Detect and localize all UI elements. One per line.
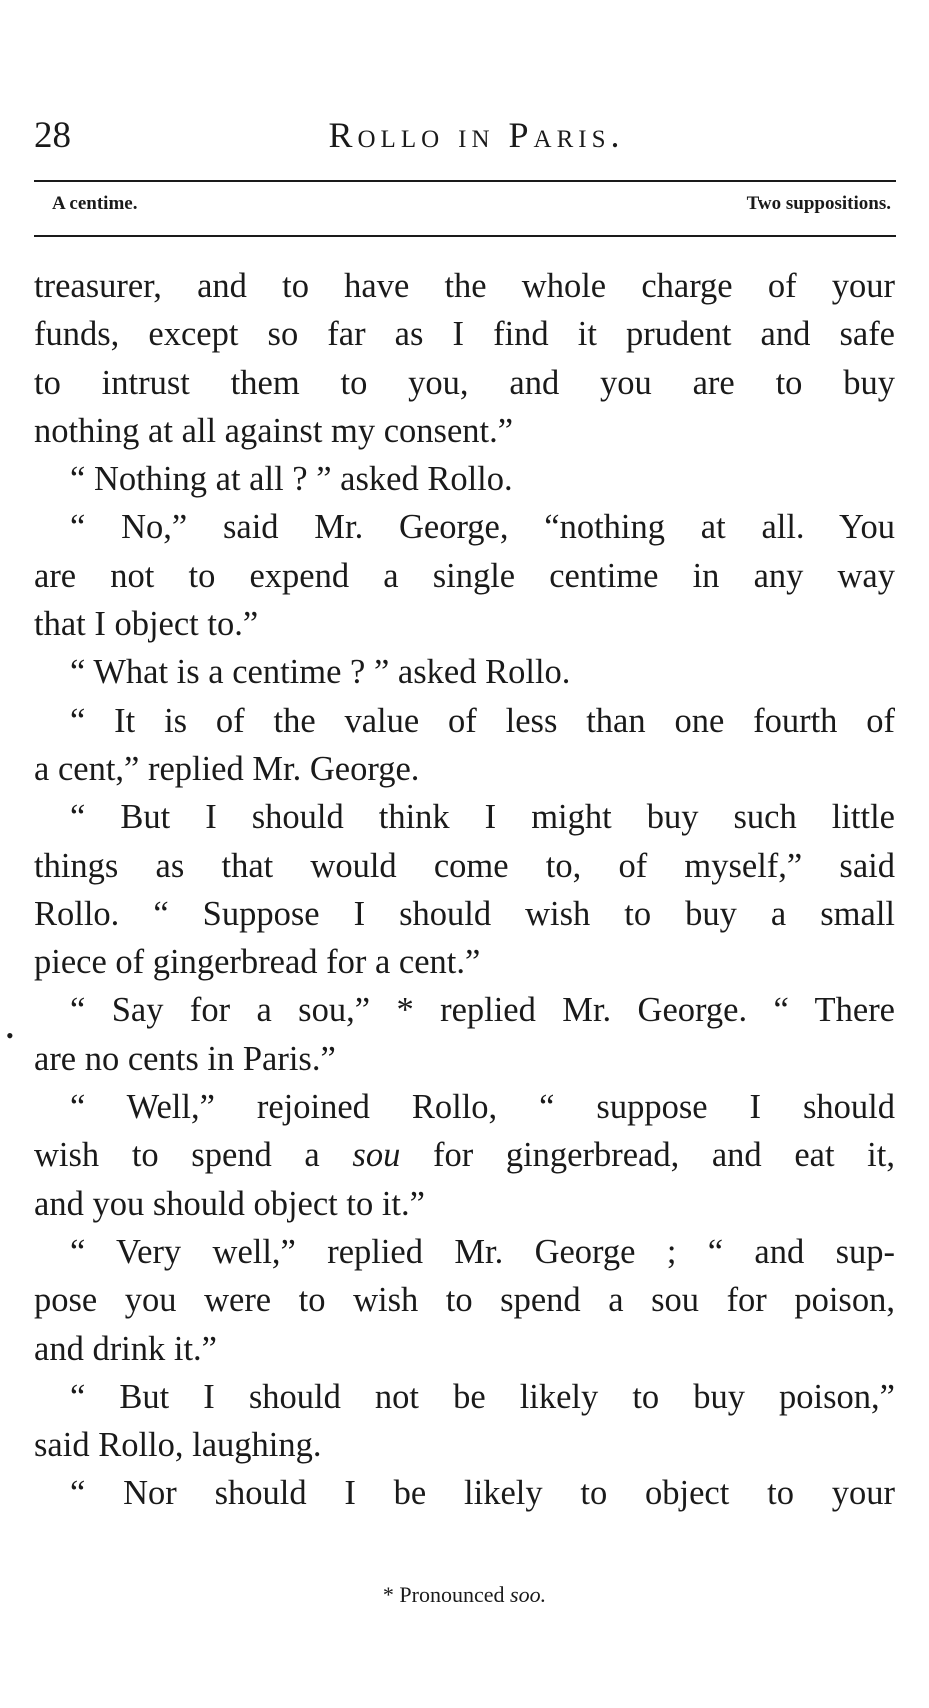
- text-line: “ But I should not be likely to buy poison,”: [70, 1377, 895, 1416]
- text-line: “ Say for a sou,” * replied Mr. George. “ There: [70, 991, 895, 1030]
- text-segment: wish to spend a: [34, 1136, 353, 1175]
- text-line: said Rollo, laughing.: [34, 1426, 322, 1465]
- margin-mark: •: [6, 1023, 14, 1048]
- header-rule-bottom: [34, 235, 896, 237]
- text-line: nothing at all against my consent.”: [34, 411, 514, 450]
- text-line: “ Nor should I be likely to object to your: [70, 1474, 895, 1513]
- text-line: are no cents in Paris.”: [34, 1039, 336, 1078]
- text-line: “ Nothing at all ? ” asked Rollo.: [70, 460, 513, 499]
- text-line: Rollo. “ Suppose I should wish to buy a small: [34, 894, 895, 933]
- text-line: “ Well,” rejoined Rollo, “ suppose I should: [70, 1088, 895, 1127]
- text-line: “ But I should think I might buy such little: [70, 798, 895, 837]
- side-headings: [52, 193, 891, 223]
- text-line: piece of gingerbread for a cent.”: [34, 943, 481, 982]
- text-line: and drink it.”: [34, 1329, 217, 1368]
- footnote-marker: *: [382, 1582, 394, 1607]
- page-number: 28: [34, 115, 71, 156]
- text-line: a cent,” replied Mr. George.: [34, 749, 420, 788]
- running-head: [34, 112, 895, 162]
- header-rule-top: [34, 180, 896, 182]
- body-text: [34, 262, 895, 1518]
- text-line: to intrust them to you, and you are to buy: [34, 363, 895, 402]
- text-line: that I object to.”: [34, 605, 259, 644]
- footnote-word: soo.: [510, 1582, 547, 1607]
- text-line: “ Very well,” replied Mr. George ; “ and sup-: [70, 1232, 895, 1271]
- footnote-text: Pronounced: [399, 1582, 505, 1607]
- running-title: Rollo in Paris.: [328, 115, 625, 155]
- text-line: things as that would come to, of myself,” said: [34, 846, 895, 885]
- text-line: pose you were to wish to spend a sou for poison,: [34, 1281, 895, 1320]
- text-line: treasurer, and to have the whole charge of your: [34, 267, 895, 305]
- text-line: are not to expend a single centime in any way: [34, 556, 895, 595]
- text-segment: for gingerbread, and eat it,: [400, 1136, 895, 1175]
- text-line: “ It is of the value of less than one fourth of: [70, 701, 895, 740]
- text-line: “ What is a centime ? ” asked Rollo.: [70, 653, 571, 692]
- side-heading-left: A centime.: [52, 193, 138, 214]
- text-line: and you should object to it.”: [34, 1184, 425, 1223]
- text-line: [34, 1131, 895, 1179]
- side-heading-right: Two suppositions.: [746, 193, 891, 214]
- text-line: “ No,” said Mr. George, “nothing at all. You: [70, 508, 895, 547]
- italic-word: sou: [352, 1136, 401, 1175]
- footnote: [0, 1582, 929, 1608]
- text-line: funds, except so far as I find it prudent and safe: [34, 315, 895, 354]
